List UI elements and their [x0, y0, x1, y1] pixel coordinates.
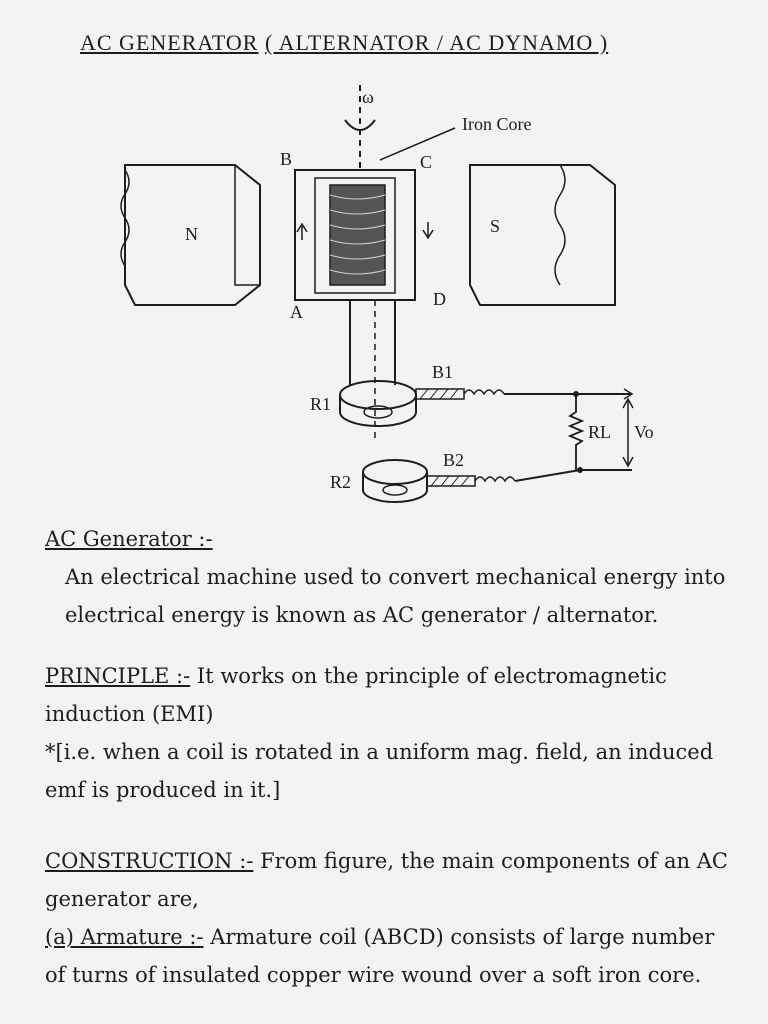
rl-label: RL — [588, 422, 612, 442]
corner-c-label: C — [420, 152, 433, 172]
load-circuit — [504, 389, 633, 481]
iron-core-label: Iron Core — [462, 114, 532, 134]
armature-body: Armature coil (ABCD) consists of large number of turns of insulated copper wire wound over a soft iron core. — [45, 925, 715, 987]
construction-heading: CONSTRUCTION :- — [45, 849, 254, 873]
slip-ring-r1 — [340, 381, 416, 426]
principle-note: *[i.e. when a coil is rotated in a uniform mag. field, an induced emf is produced in it.] — [45, 740, 714, 802]
corner-a-label: A — [290, 302, 303, 322]
r1-label: R1 — [310, 394, 332, 414]
armature-heading: (a) Armature :- — [45, 925, 204, 949]
b2-label: B2 — [443, 450, 465, 470]
corner-b-label: B — [280, 149, 293, 169]
construction-body: From figure, the main components of an AC generator are, — [45, 849, 728, 911]
b1-label: B1 — [432, 362, 454, 382]
principle-body: It works on the principle of electromagnetic induction (EMI) — [45, 664, 667, 726]
omega-label: ω — [362, 87, 374, 107]
armature-coil-abcd — [295, 170, 433, 300]
brush-b2 — [427, 476, 515, 486]
construction-section — [45, 842, 735, 994]
brush-b1 — [416, 389, 504, 399]
pole-s-label: S — [490, 216, 501, 236]
definition-heading: AC Generator :- — [45, 527, 213, 551]
pole-n-label: N — [185, 224, 198, 244]
principle-heading: PRINCIPLE :- — [45, 664, 191, 688]
vo-label: Vo — [634, 422, 654, 442]
slip-ring-r2 — [363, 460, 427, 502]
definition-section — [45, 520, 735, 634]
principle-section — [45, 657, 735, 809]
definition-body: An electrical machine used to convert mechanical energy into electrical energy is known as AC generator / alternator. — [65, 565, 726, 627]
iron-core-pointer — [380, 128, 455, 160]
south-pole-magnet — [470, 165, 615, 305]
r2-label: R2 — [330, 472, 352, 492]
north-pole-magnet — [121, 165, 260, 305]
title-alternate: ( ALTERNATOR / AC DYNAMO ) — [264, 30, 609, 55]
title-main: AC GENERATOR — [80, 30, 259, 55]
corner-d-label: D — [433, 289, 446, 309]
